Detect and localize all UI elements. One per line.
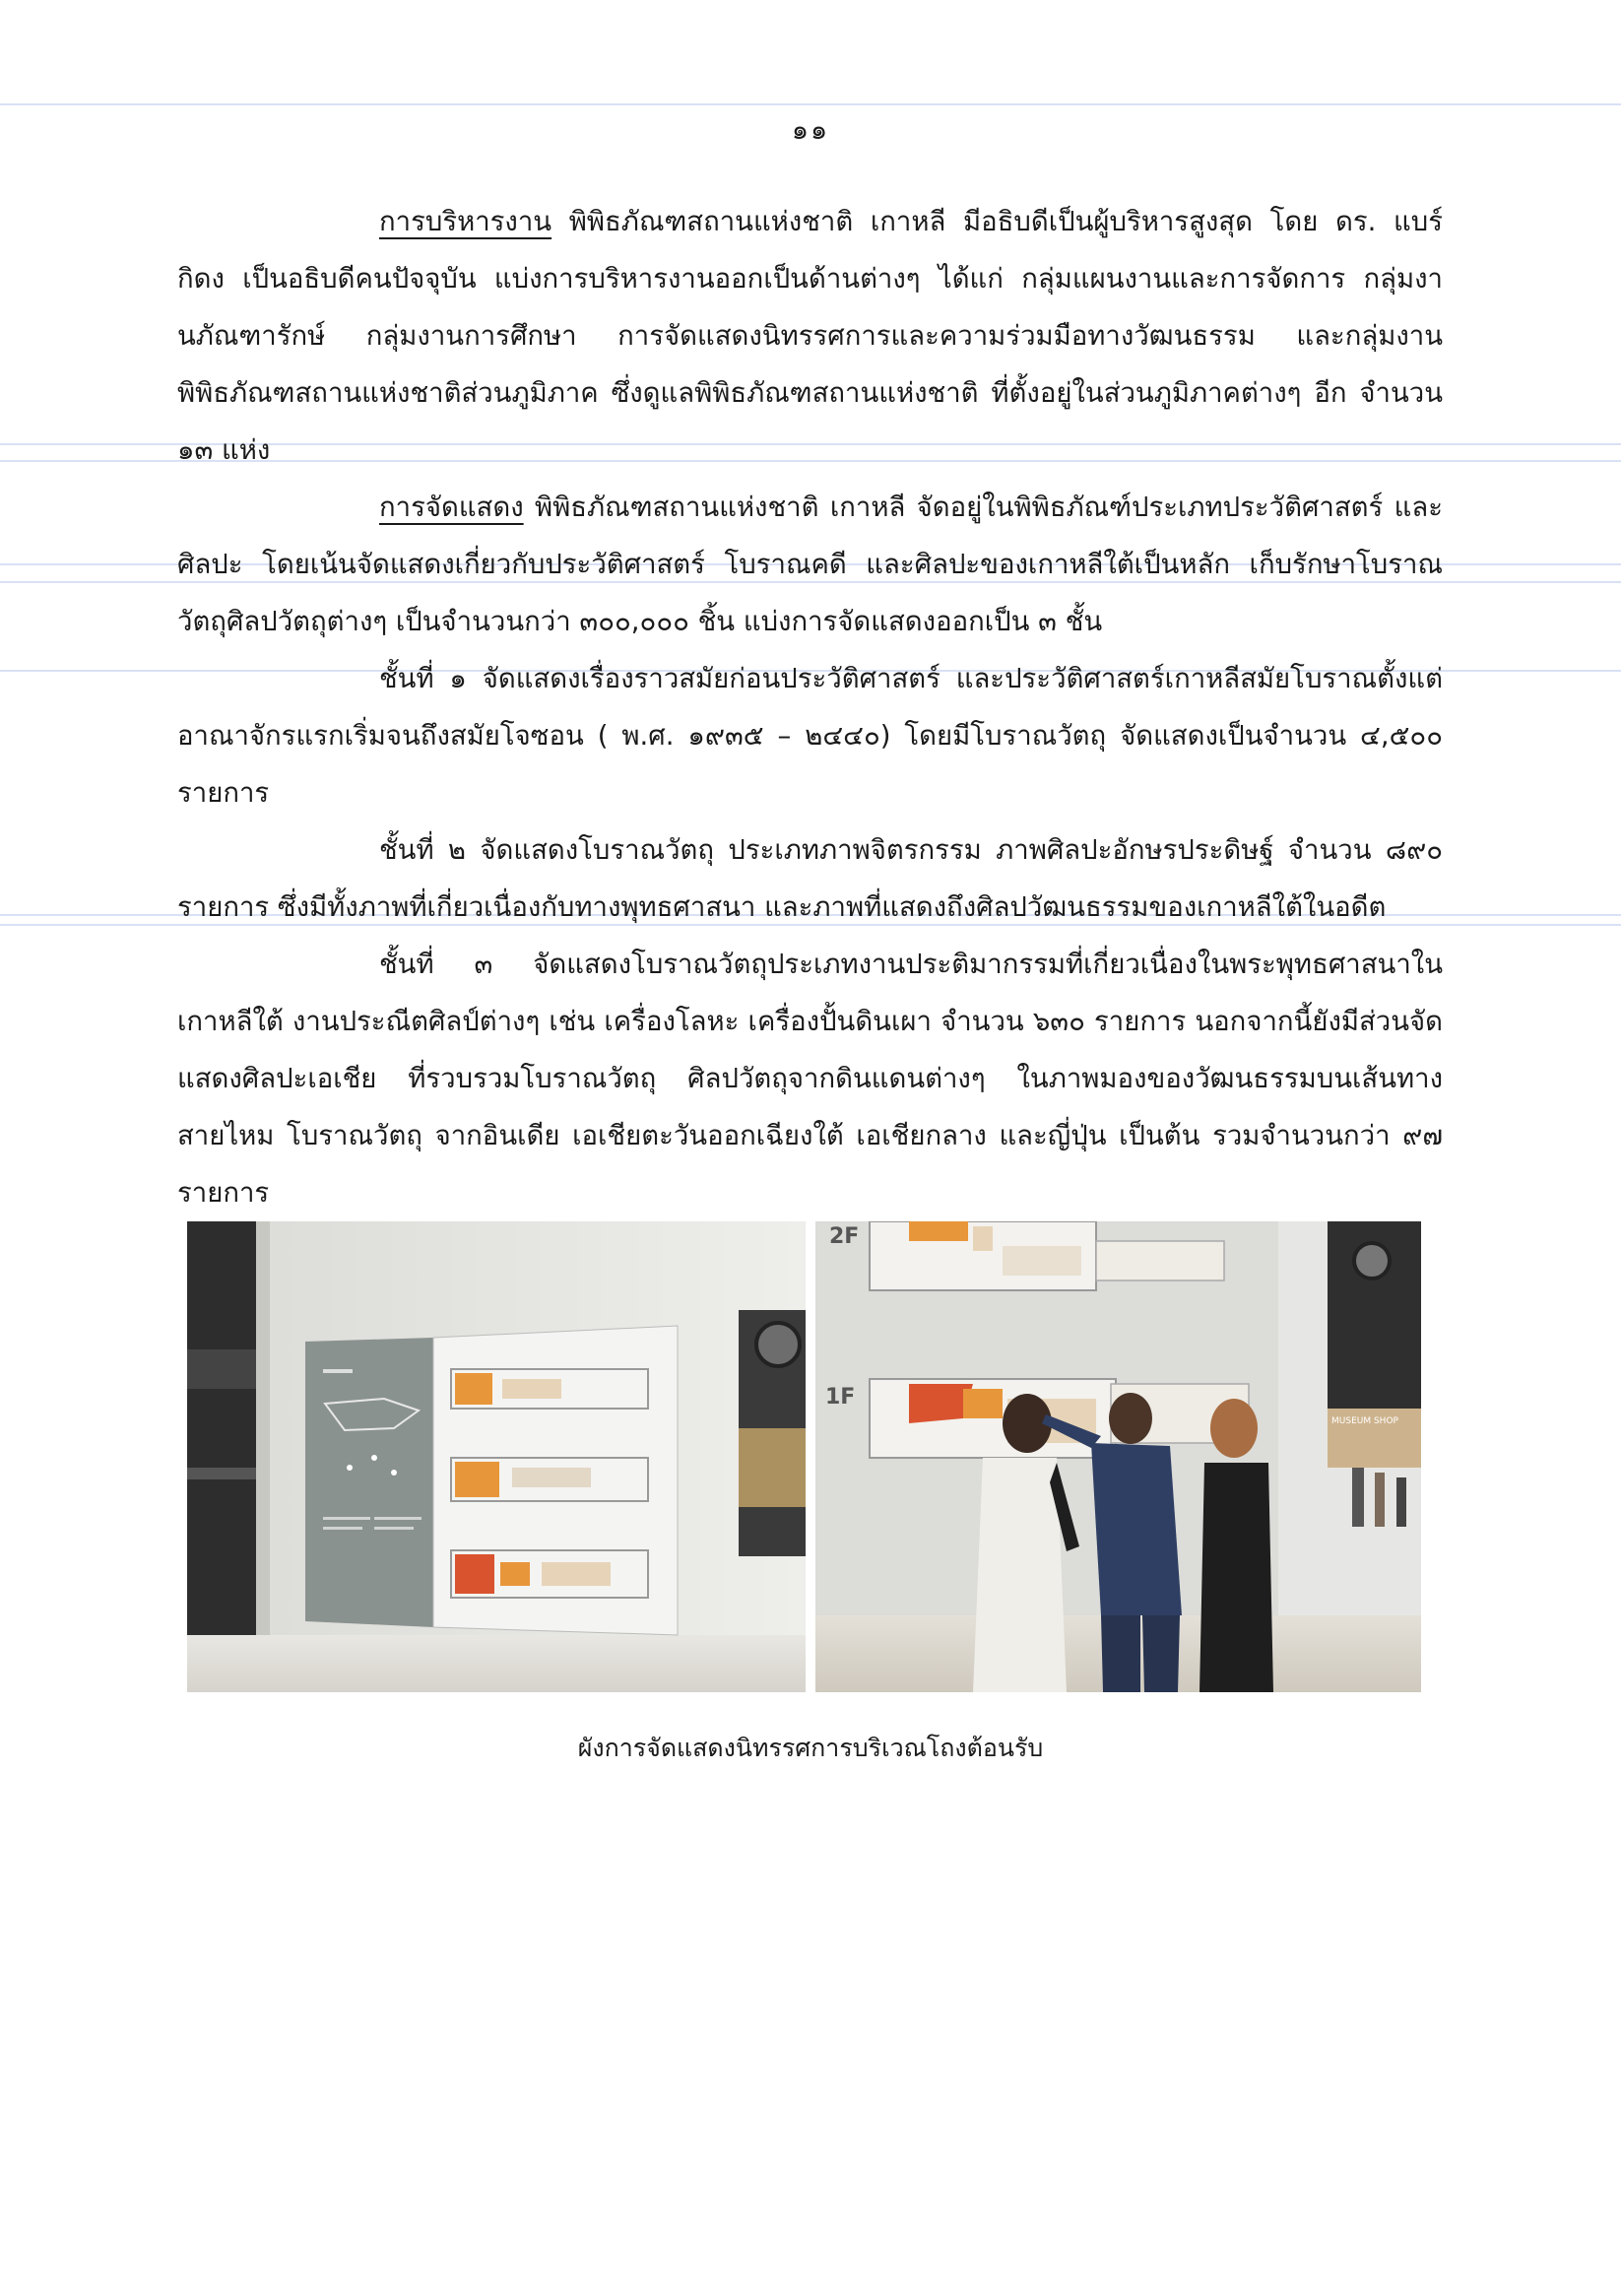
figure-caption: ผังการจัดแสดงนิทรรศการบริเวณโถงต้อนรับ: [577, 1734, 1044, 1762]
paragraph-text: ชั้นที่ ๑ จัดแสดงเรื่องราวสมัยก่อนประวัติศาสตร์ และประวัติศาสตร์เกาหลีสมัยโบราณตั้งแต่อาณาจักรแรกเริ่มจนถึงสมัยโจซอน ( พ.ศ. ๑๙๓๕ – ๒๔๔๐) โดยมีโบราณวัตถุ จัดแสดงเป็นจำนวน ๔,๕๐๐ รายการ: [177, 663, 1443, 809]
paragraph-text: ชั้นที่ ๓ จัดแสดงโบราณวัตถุประเภทงานประติมากรรมที่เกี่ยวเนื่องในพระพุทธศาสนาในเกาหลีใต้ งานประณีตศิลป์ต่างๆ เช่น เครื่องโลหะ เครื่องปั้นดินเผา จำนวน ๖๓๐ รายการ นอกจากนี้ยังมีส่วนจัดแสดงศิลปะเอเชีย ที่รวบรวมโบราณวัตถุ ศิลปวัตถุจากดินแดนต่างๆ ในภาพมองของวัฒนธรรมบนเส้นทางสายไหม โบราณวัตถุ จากอินเดีย เอเชียตะวันออกเฉียงใต้ เอเชียกลาง และญี่ปุ่น เป็นต้น รวมจำนวนกว่า ๙๗ รายการ: [177, 949, 1443, 1209]
heading-exhibition: การจัดแสดง: [379, 492, 524, 523]
scan-line: [0, 103, 1621, 105]
paragraph-floor-1: [177, 650, 1443, 821]
floor-label-1f: 1F: [825, 1385, 856, 1410]
document-body: [177, 193, 1443, 1221]
paragraph-text: พิพิธภัณฑสถานแห่งชาติ เกาหลี มีอธิบดีเป็นผู้บริหารสูงสุด โดย ดร. แบร์ กิดง เป็นอธิบดีคนปัจจุบัน แบ่งการบริหารงานออกเป็นด้านต่างๆ ได้แก่ กลุ่มแผนงานและการจัดการ กลุ่มงานภัณฑารักษ์ กลุ่มงานการศึกษา การจัดแสดงนิทรรศการและความร่วมมือทางวัฒนธรรม และกลุ่มงานพิพิธภัณฑสถานแห่งชาติส่วนภูมิภาค ซึ่งดูแลพิพิธภัณฑสถานแห่งชาติ ที่ตั้งอยู่ในส่วนภูมิภาคต่างๆ อีก จำนวน ๑๓ แห่ง: [177, 206, 1443, 466]
photo-visitors-floor-map: [815, 1221, 1421, 1692]
photo-lobby-map-panel: [187, 1221, 806, 1692]
floor-label-2f: 2F: [829, 1224, 860, 1249]
paragraph-text: ชั้นที่ ๒ จัดแสดงโบราณวัตถุ ประเภทภาพจิตรกรรม ภาพศิลปะอักษรประดิษฐ์ จำนวน ๘๙๐ รายการ ซึ่งมีทั้งภาพที่เกี่ยวเนื่องกับทางพุทธศาสนา และภาพที่แสดงถึงศิลปวัฒนธรรมของเกาหลีใต้ในอดีต: [177, 834, 1443, 923]
paragraph-exhibition: [177, 479, 1443, 650]
paragraph-administration: [177, 193, 1443, 479]
paragraph-text: พิพิธภัณฑสถานแห่งชาติ เกาหลี จัดอยู่ในพิพิธภัณฑ์ประเภทประวัติศาสตร์ และศิลปะ โดยเน้นจัดแสดงเกี่ยวกับประวัติศาสตร์ โบราณคดี และศิลปะของเกาหลีใต้เป็นหลัก เก็บรักษาโบราณวัตถุศิลปวัตถุต่างๆ เป็นจำนวนกว่า ๓๐๐,๐๐๐ ชิ้น แบ่งการจัดแสดงออกเป็น ๓ ชั้น: [177, 492, 1443, 637]
shop-sign: MUSEUM SHOP: [1331, 1416, 1398, 1426]
heading-administration: การบริหารงาน: [379, 206, 552, 237]
paragraph-floor-2: [177, 821, 1443, 936]
figure-photos: [187, 1221, 1421, 1692]
page-number: ๑๑: [791, 115, 830, 146]
paragraph-floor-3: [177, 936, 1443, 1221]
